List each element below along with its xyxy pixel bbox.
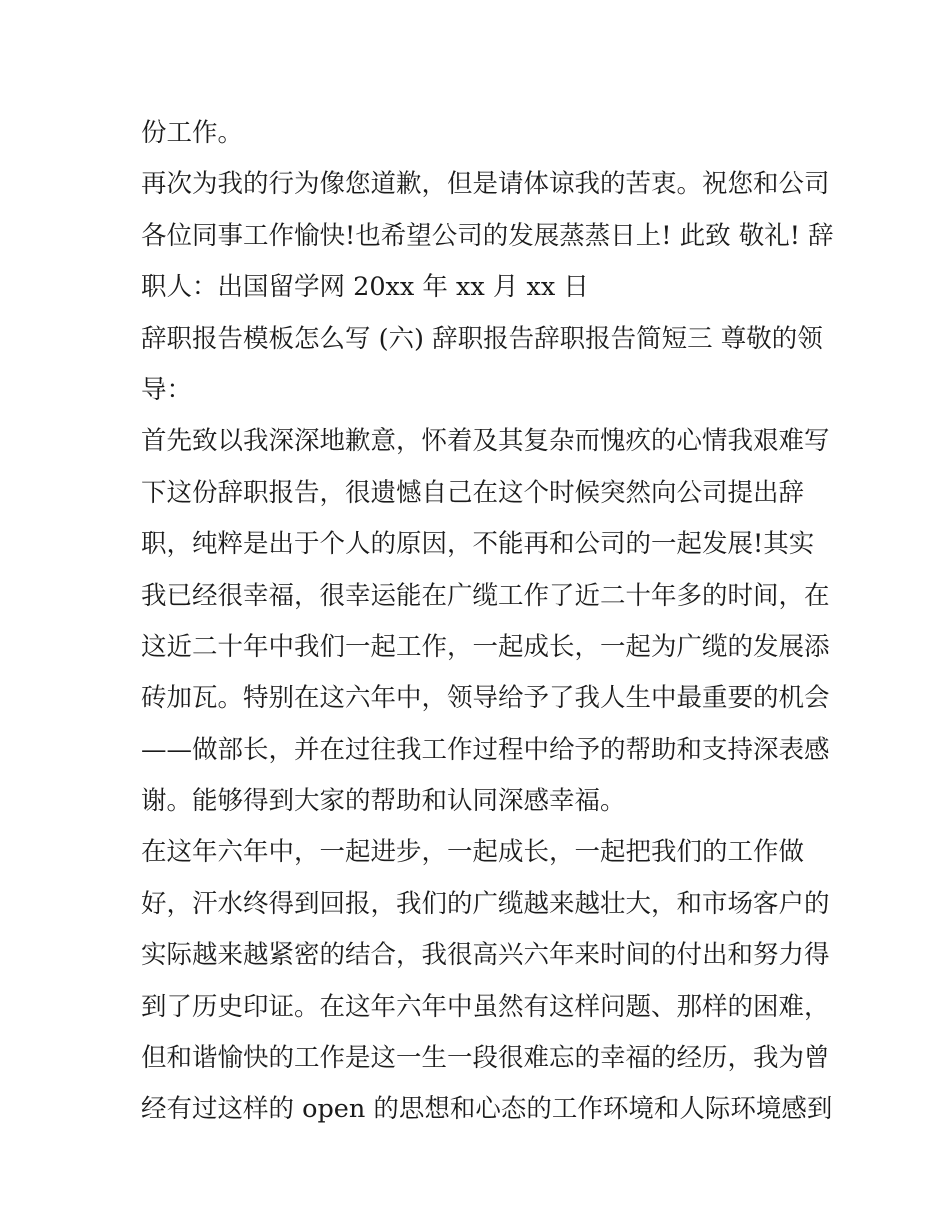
text-line: 导：: [141, 374, 193, 405]
text-line: 但和谐愉快的工作是这一生一段很难忘的幸福的经历，我为曾: [141, 1043, 830, 1074]
text-line: 经有过这样的 open 的思想和心态的工作环境和人际环境感到: [141, 1094, 833, 1125]
text-line: 谢。能够得到大家的帮助和认同深感幸福。: [141, 786, 626, 817]
text-line: 份工作。: [141, 118, 244, 148]
text-line: 再次为我的行为像您道歉，但是请体谅我的苦衷。祝您和公司: [141, 169, 830, 200]
text-line: 砖加瓦。特别在这六年中，领导给予了我人生中最重要的机会: [141, 683, 830, 714]
text-line: 这近二十年中我们一起工作，一起成长，一起为广缆的发展添: [141, 631, 830, 662]
text-line: 下这份辞职报告，很遗憾自己在这个时候突然向公司提出辞: [141, 477, 805, 508]
document-body: [141, 108, 834, 1136]
text-line: 在这年六年中，一起进步，一起成长，一起把我们的工作做: [141, 837, 805, 868]
text-line: 好，汗水终得到回报，我们的广缆越来越壮大，和市场客户的: [141, 888, 830, 919]
text-line: ——做部长，并在过往我工作过程中给予的帮助和支持深表感: [141, 734, 830, 765]
text-line: 辞职报告模板怎么写 (六) 辞职报告辞职报告简短三 尊敬的领: [141, 323, 823, 354]
text-line: 职，纯粹是出于个人的原因，不能再和公司的一起发展!其实: [141, 529, 815, 560]
text-line: 我已经很幸福，很幸运能在广缆工作了近二十年多的时间，在: [141, 580, 830, 611]
text-line: 各位同事工作愉快!也希望公司的发展蒸蒸日上! 此致 敬礼! 辞: [141, 220, 834, 251]
text-line: 实际越来越紧密的结合，我很高兴六年来时间的付出和努力得: [141, 940, 830, 971]
text-line: 到了历史印证。在这年六年中虽然有这样问题、那样的困难，: [141, 991, 830, 1022]
text-line: 职人：出国留学网 20xx 年 xx 月 xx 日: [141, 272, 589, 303]
text-line: 首先致以我深深地歉意，怀着及其复杂而愧疚的心情我艰难写: [141, 426, 830, 457]
